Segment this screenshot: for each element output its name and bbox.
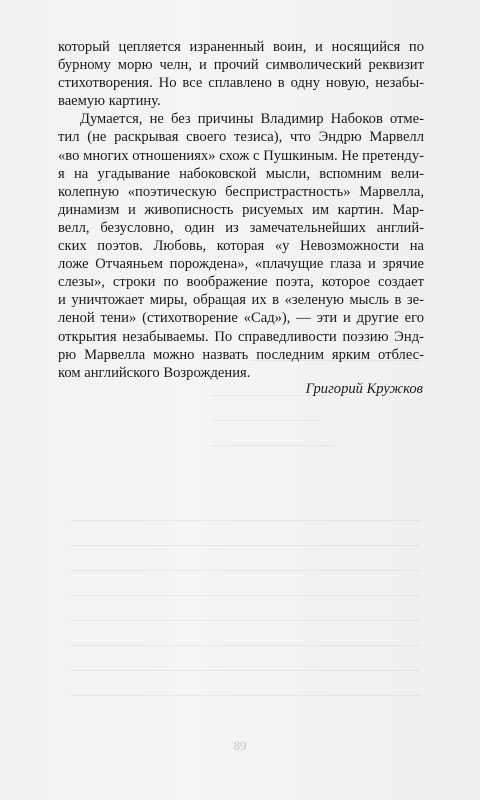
text-line: тил (не раскрывая своего тезиса), что Эндрю Марвелл bbox=[58, 129, 424, 146]
text-line: велл, безусловно, один из замечательнейших англий- bbox=[58, 219, 424, 236]
text-line: леной тени» (стихотворение «Сад»), — эти и другие его bbox=[58, 310, 424, 327]
text-line: «во многих отношениях» схож с Пушкиным. Не претенду- bbox=[58, 147, 424, 164]
text-line: и уничтожает миры, обращая их в «зеленую мысль в зе- bbox=[58, 292, 424, 309]
essay-text bbox=[58, 38, 424, 382]
text-line: стихотворения. Но все сплавлено в одну новую, незабы- bbox=[58, 75, 424, 92]
text-line: колепную «поэтическую беспристрастность» Марвелла, bbox=[58, 183, 424, 200]
text-line: ских поэтов. Любовь, которая «у Невозможности на bbox=[58, 238, 424, 255]
text-line: Думается, не без причины Владимир Набоков отме- bbox=[80, 111, 424, 128]
text-line: ложе Отчаяньем порождена», «плачущие глаза и зрячие bbox=[58, 256, 424, 273]
text-line: бурному морю челн, и прочий символический реквизит bbox=[58, 57, 424, 74]
text-line: ком английского Возрождения. bbox=[58, 364, 251, 381]
text-line: динамизм и живописность рисуемых им картин. Мар- bbox=[58, 201, 424, 218]
paragraph-1 bbox=[58, 38, 424, 110]
author-signature: Григорий Кружков bbox=[305, 381, 423, 397]
page-number: 89 bbox=[233, 738, 247, 753]
text-line: я на угадывание набоковской мысли, вспомним вели- bbox=[58, 165, 424, 182]
text-line: слезы», строки по воображение поэта, которое создает bbox=[58, 274, 424, 291]
text-line: ваемую картину. bbox=[58, 93, 161, 110]
paragraph-2 bbox=[58, 110, 424, 381]
text-line: рю Марвелла можно назвать последним ярким отблес- bbox=[58, 346, 424, 363]
text-line: который цепляется израненный воин, и носящийся по bbox=[58, 39, 424, 55]
text-line: открытия незабываемы. По справедливости поэзию Энд- bbox=[58, 328, 424, 345]
